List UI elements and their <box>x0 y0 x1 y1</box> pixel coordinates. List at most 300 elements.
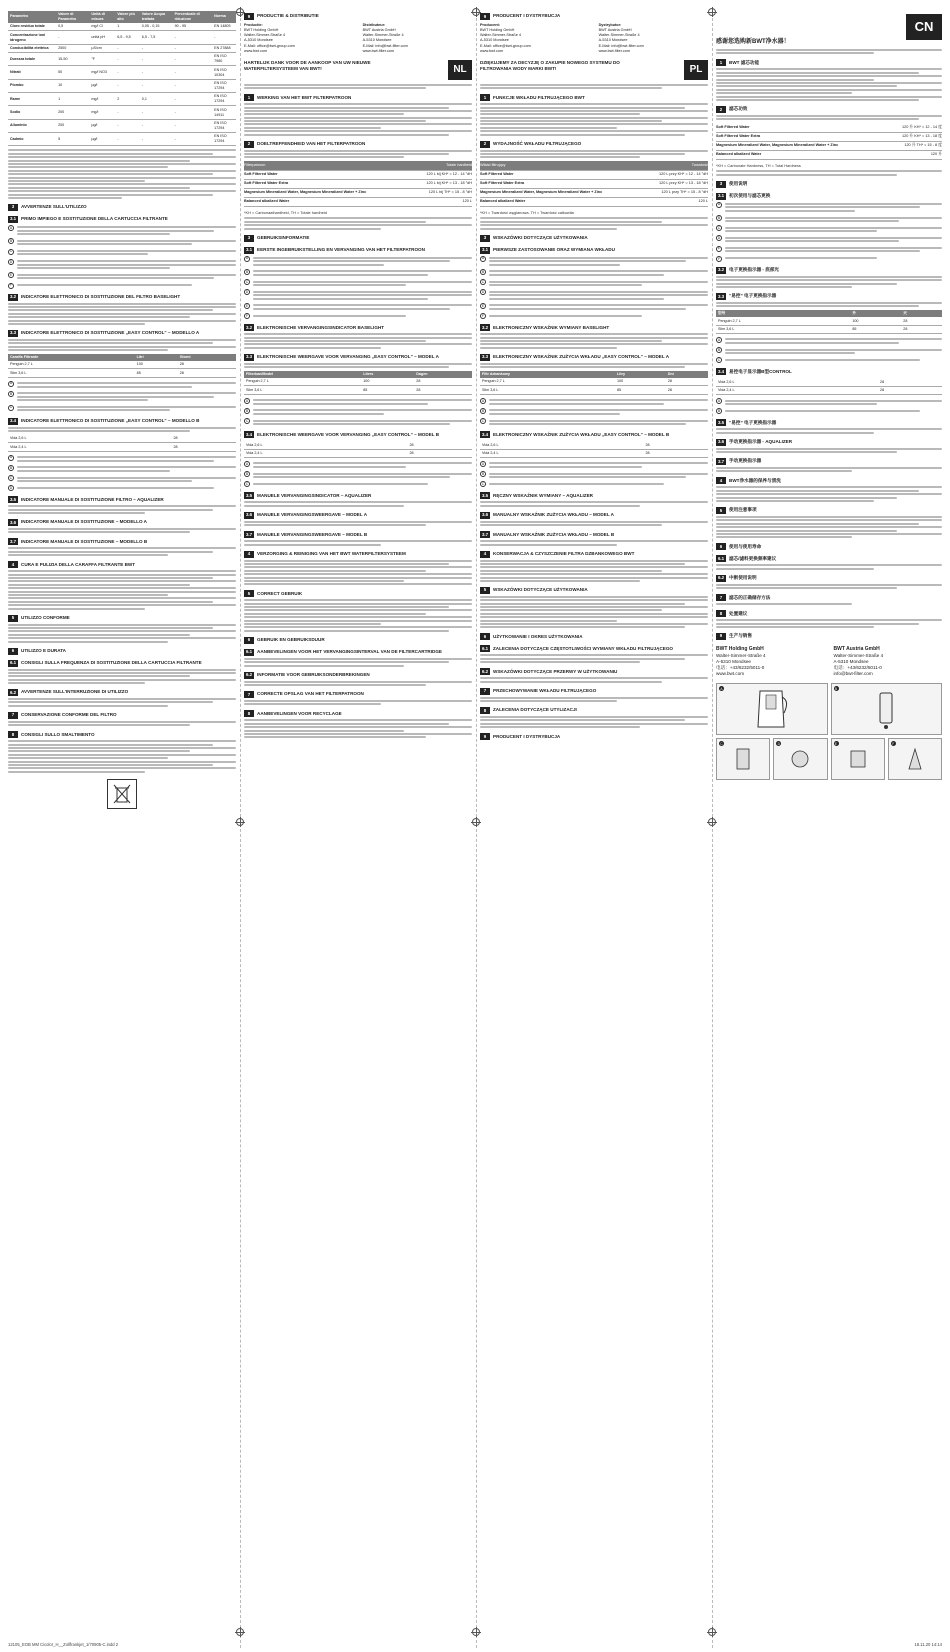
section-title: ZALECENIA DOTYCZĄCE UTYLIZACJI <box>493 707 577 713</box>
step-item <box>8 405 236 413</box>
step-number: C <box>717 225 721 230</box>
address-label: Producent: <box>480 23 501 27</box>
text-block <box>244 658 472 667</box>
address-line: www.bwt-filter.com <box>362 48 394 53</box>
section-number: 3.3 <box>717 293 725 299</box>
text-block <box>8 547 236 556</box>
section-heading <box>716 267 942 274</box>
table-row <box>716 133 942 142</box>
step-number: B <box>717 409 721 413</box>
section-number: 2 <box>716 106 726 113</box>
section-title: MANUELE VERVANGINGSINDICATOR – AQUALIZER <box>257 492 372 498</box>
text-block <box>716 584 942 589</box>
table-row <box>716 123 942 132</box>
section-number: 4 <box>480 551 490 558</box>
footer-timestamp: 18.11.20 14:14 <box>914 1642 942 1648</box>
text-block <box>480 716 708 728</box>
table-cell: Soft Filtered Water Extra <box>244 181 289 186</box>
text-block <box>480 596 708 629</box>
step-number: A <box>245 398 249 403</box>
table-cell: Vida 2,4 L <box>244 449 407 457</box>
section-title: BWT 滤芯功能 <box>729 59 760 65</box>
step-number: B <box>9 391 13 396</box>
table-cell: 120 L przy KH* = 13 - 18 °dH <box>659 181 708 186</box>
parameter-table-header <box>8 11 236 23</box>
section-heading <box>8 731 236 738</box>
parameter-table <box>8 11 236 146</box>
table-cell: µg/l <box>89 119 115 132</box>
text-block <box>244 217 472 229</box>
section-title: FUNKCJE WKŁADU FILTRUJĄCEGO BWT <box>493 94 585 100</box>
table-cell: - <box>140 44 173 52</box>
step-number: A <box>9 381 13 386</box>
table-cell: Cloro residuo totale <box>8 23 56 31</box>
table-cell: unità pH <box>89 31 115 44</box>
section-number: 3.1 <box>481 247 489 253</box>
section-title: INDICATORE MANUALE DI SOSTITUZIONE FILTRO – AQUALIZER <box>21 496 164 502</box>
section-heading <box>244 324 472 331</box>
table-cell: Balanced alkalized Water <box>716 152 762 157</box>
capacity-table <box>480 371 708 395</box>
section-number: 3.3 <box>481 354 489 360</box>
step-number: C <box>481 418 485 423</box>
section-heading <box>716 610 942 617</box>
table-cell: 15-50 <box>56 53 89 66</box>
section-number: 6 <box>244 637 254 644</box>
text-block <box>8 303 236 325</box>
section-title: INDICATORE ELETTRONICO DI SOSTITUZIONE „EASY CONTROL“ – MODELLO B <box>21 418 200 424</box>
table-cell: Cadmio <box>8 133 56 146</box>
text-block <box>244 150 472 159</box>
table-header-cell: Totale hardheid <box>446 162 472 167</box>
text-block <box>8 698 236 707</box>
section-number: 3.7 <box>245 531 253 537</box>
section-title: INDICATORE ELETTRONICO DI SOSTITUZIONE „EASY CONTROL“ – MODELLO A <box>21 330 200 336</box>
address-line: www.bwt.com <box>244 48 268 53</box>
table-cell: mg/l <box>89 106 115 119</box>
section-heading <box>8 538 236 545</box>
section-heading <box>480 141 708 148</box>
section-heading <box>480 633 708 640</box>
column-polish <box>480 8 708 1628</box>
table-header-cell: Valore di Parametro <box>56 11 89 23</box>
table-cell: - <box>140 79 173 92</box>
section-heading <box>8 561 236 568</box>
text-block <box>480 501 708 506</box>
table-note: *KH = Carbonaathardheid, TH = Totale hardheid <box>244 210 327 216</box>
step-number: D <box>9 486 13 490</box>
section-title: BWT净水器的保养与清洗 <box>729 477 781 483</box>
address-line: Walter-Simmer-Straße 4 <box>716 652 766 658</box>
text-block <box>244 560 472 586</box>
step-number: B <box>9 239 13 244</box>
table-cell: EN ISO 14911 <box>212 106 236 119</box>
table-header-cell: Unità di misura <box>89 11 115 23</box>
text-block <box>244 103 472 136</box>
text-block <box>716 115 942 120</box>
section-number: 4 <box>244 551 254 558</box>
step-number: F <box>717 256 721 261</box>
section-heading <box>8 204 236 211</box>
table-cell: 0,1 <box>140 93 173 106</box>
section-heading <box>244 13 472 20</box>
table-cell: - <box>115 53 140 66</box>
section-heading <box>8 660 236 667</box>
text-block <box>480 150 708 159</box>
parameter-table-body <box>8 23 236 146</box>
table-cell: 0,05 - 0,15 <box>140 23 173 31</box>
table-cell: Nitrati <box>8 66 56 79</box>
step-list <box>244 398 472 427</box>
illustration-cartridge-icon: B <box>831 683 943 735</box>
section-number: 5 <box>480 587 490 594</box>
table-cell: Soft Filtered Water <box>244 172 278 177</box>
section-heading <box>244 247 472 254</box>
table-cell: 2 <box>115 93 140 106</box>
section-number: 9 <box>244 13 254 20</box>
step-item <box>8 455 236 463</box>
table-row <box>716 151 942 160</box>
table-header-cell: 升 <box>850 310 901 317</box>
text-block <box>8 721 236 726</box>
section-heading <box>244 551 472 558</box>
section-number: 7 <box>244 691 254 698</box>
text-block <box>480 540 708 545</box>
step-item <box>8 238 236 246</box>
section-title: GEBRUIK EN GEBRUIKSDUUR <box>257 637 325 643</box>
section-title: INDICATORE MANUALE DI SOSTITUZIONE – MODELLO B <box>21 538 148 544</box>
step-item <box>716 256 942 262</box>
section-heading <box>8 216 236 223</box>
table-row <box>244 189 472 198</box>
table-cell: 28 <box>901 325 942 333</box>
section-title: 滤芯/滤料更换频率建议 <box>729 555 777 561</box>
step-number: B <box>245 408 249 413</box>
thanks-heading: 感谢您选购新BWT净水器！ <box>716 39 790 45</box>
address-line: A-5310 Mondsee <box>362 38 392 43</box>
section-heading <box>716 293 942 300</box>
table-cell: 28 <box>666 378 708 386</box>
address-line: BWT Austria GmbH <box>598 28 632 33</box>
section-heading <box>8 496 236 503</box>
section-title: PIERWSZE ZASTOSOWANIE ORAZ WYMIANA WKŁADU <box>493 246 615 252</box>
capacity-table-b <box>8 435 236 452</box>
section-title: ELEKTRONICZNY WSKAŹNIK ZUŻYCIA WKŁADU „EASY CONTROL“ – MODEL B <box>493 431 670 437</box>
address-block <box>716 646 942 678</box>
step-number: D <box>9 259 13 264</box>
section-heading <box>480 587 708 594</box>
table-cell: 28 <box>643 441 708 449</box>
fold-line <box>240 8 241 1648</box>
registration-mark <box>236 818 244 826</box>
language-banner <box>480 60 708 80</box>
text-block <box>480 560 708 582</box>
table-cell: - <box>115 79 140 92</box>
section-heading <box>716 543 942 550</box>
table-cell: Vida 2,6 L <box>8 435 171 443</box>
text-block <box>716 68 942 101</box>
section-heading <box>716 439 942 446</box>
step-number: A <box>717 202 721 207</box>
section-heading <box>244 512 472 519</box>
table-cell: Slim 3,6 L <box>244 386 361 394</box>
section-number: 6.1 <box>9 660 17 666</box>
table-note: *KH = Carbonate Hardness, TH = Total Hardness <box>716 162 801 168</box>
table-cell: - <box>140 106 173 119</box>
section-title: INDICATORE ELETTRONICO DI SOSTITUZIONE DEL FILTRO BASELIGHT <box>21 293 181 299</box>
table-row <box>244 449 472 457</box>
section-title: 使用与使用寿命 <box>729 543 762 549</box>
section-title: WSKAZÓWKI DOTYCZĄCE UŻYTKOWANIA <box>493 587 588 593</box>
step-item <box>8 225 236 237</box>
address-line: E-Mail: office@bwt-group.com <box>244 43 295 48</box>
section-number: 3.1 <box>245 247 253 253</box>
table-cell: 1 <box>115 23 140 31</box>
text-block <box>244 719 472 738</box>
fold-line <box>476 8 477 1648</box>
section-title: ELEKTRONISCHE WEERGAVE VOOR VERVANGING „EASY CONTROL“ – MODEL B <box>257 431 440 437</box>
text-block <box>480 84 708 89</box>
step-item <box>716 235 942 243</box>
step-item <box>244 269 472 277</box>
step-number: D <box>481 290 485 295</box>
section-heading <box>480 668 708 675</box>
section-heading <box>716 458 942 465</box>
section-number: 3.2 <box>717 267 725 273</box>
section-title: MANUELE VERVANGINGSWEERGAVE – MODEL B <box>257 531 368 537</box>
address-line: Walter-Simmer-Straße 4 <box>833 652 884 658</box>
table-cell: 28 <box>171 435 236 443</box>
step-item <box>716 225 942 233</box>
table-cell: Magnesium Mineralized Water, Magnesium Mineralized Water + Zinc <box>716 143 839 148</box>
table-cell: Soft Filtered Water Extra <box>480 181 525 186</box>
table-header-cell: Norma <box>212 11 236 23</box>
text-block <box>716 170 942 175</box>
step-item <box>8 465 236 473</box>
table-cell: Slim 3,6 L <box>8 369 135 377</box>
registration-mark <box>472 818 480 826</box>
table-row <box>480 449 708 457</box>
table-row <box>8 369 236 377</box>
table-row <box>8 79 236 92</box>
address-label: Productie: <box>244 23 263 27</box>
section-number: 3.2 <box>9 294 17 300</box>
step-item <box>244 461 472 469</box>
section-title: 使用说明 <box>729 180 748 186</box>
section-heading <box>716 507 942 514</box>
section-title: EERSTE INGEBRUIKSTELLING EN VERVANGING VAN HET FILTERPATROON <box>257 246 425 252</box>
text-block <box>716 467 942 472</box>
table-cell: - <box>173 119 213 132</box>
section-number: 6.2 <box>481 668 489 674</box>
section-heading <box>480 512 708 519</box>
capacity-table-header <box>480 371 708 378</box>
table-cell: - <box>173 79 213 92</box>
table-cell: - <box>56 31 89 44</box>
address-line: 电话：+43/6232/5011-0 <box>716 665 765 671</box>
capacity-table-b <box>480 441 708 458</box>
table-header-cell: Giorni <box>178 354 236 361</box>
column-italian <box>8 8 236 1628</box>
text-block <box>480 677 708 682</box>
step-list <box>480 256 708 320</box>
table-row <box>8 119 236 132</box>
section-heading <box>716 419 942 426</box>
step-item <box>716 337 942 345</box>
table-cell: - <box>140 53 173 66</box>
step-number: C <box>9 475 13 480</box>
text-block <box>8 624 236 643</box>
table-cell: µg/l <box>89 79 115 92</box>
table-row <box>480 171 708 180</box>
step-item <box>716 408 942 414</box>
section-number: 3.4 <box>717 368 725 374</box>
table-header-cell: Liters <box>361 371 414 378</box>
table-cell: 6,5 - 7,5 <box>140 31 173 44</box>
table-cell: Soft Filtered Water <box>716 124 750 129</box>
table-cell: EN ISO 7980 <box>212 53 236 66</box>
table-cell: - <box>140 119 173 132</box>
section-heading <box>480 94 708 101</box>
text-block <box>244 521 472 526</box>
step-item <box>480 408 708 416</box>
section-heading <box>8 615 236 622</box>
text-block <box>8 740 236 773</box>
section-title: PRODUCENT I DYSTRYBUCJA <box>493 733 561 739</box>
address-label: Distributeur: <box>362 23 386 27</box>
section-title: “易控” 电子更换指示器 <box>729 419 777 425</box>
capacity-table-header <box>8 354 236 361</box>
step-number: B <box>481 269 485 274</box>
table-cell: 100 <box>135 361 178 369</box>
section-number: 3.3 <box>9 330 17 336</box>
section-heading <box>716 193 942 200</box>
step-item <box>244 279 472 287</box>
table-cell: Soft Filtered Water <box>480 172 514 177</box>
table-row <box>8 31 236 44</box>
step-list <box>716 202 942 262</box>
table-cell: mg/l Cl <box>89 23 115 31</box>
table-cell: - <box>173 133 213 146</box>
section-title: WYDAJNOŚĆ WKŁADU FILTRUJĄCEGO <box>493 141 582 147</box>
step-item <box>480 461 708 469</box>
table-cell: Vida 2,4 L <box>716 386 878 394</box>
section-title: 处置建议 <box>729 610 748 616</box>
step-item <box>8 283 236 289</box>
table-row <box>480 189 708 198</box>
section-number: 3.7 <box>481 531 489 537</box>
table-header-cell: Valore Acqua trattata <box>140 11 173 23</box>
table-row <box>480 386 708 394</box>
address-line: www.bwt.com <box>716 671 745 677</box>
section-title: PRODUCTIE & DISTRIBUTIE <box>257 13 319 19</box>
table-cell: EN ISO 17294 <box>212 119 236 132</box>
section-number: 3.4 <box>9 418 17 424</box>
thanks-heading: DZIĘKUJEMY ZA DECYZJĘ O ZAKUPIE NOWEGO SYSTEMU DO FILTROWANIA WODY MARKI BWT! <box>480 59 620 71</box>
step-item <box>244 313 472 319</box>
table-row <box>244 198 472 207</box>
section-title: 手动更换指示器 <box>729 458 762 464</box>
table-cell: 2500 <box>56 44 89 52</box>
illustration-step-icon: E <box>831 738 885 780</box>
producer-address <box>716 646 824 678</box>
table-cell: Magnesium Mineralized Water, Magnesium Mineralized Water + Zinc <box>244 190 367 195</box>
section-number: 2 <box>244 141 254 148</box>
table-row <box>244 378 472 386</box>
print-footer <box>8 1642 942 1648</box>
table-cell: 85 <box>135 369 178 377</box>
table-cell: Concentrazione ioni idrogeno <box>8 31 56 44</box>
section-title: PRODUCENT I DYSTRYBUCJA <box>493 13 561 19</box>
text-block <box>480 521 708 526</box>
table-cell: EN ISO 17294 <box>212 93 236 106</box>
table-cell: EN 14805 <box>212 23 236 31</box>
table-row <box>8 66 236 79</box>
text-block <box>8 669 236 685</box>
section-heading <box>244 590 472 597</box>
table-cell: 10 <box>56 79 89 92</box>
step-item <box>480 269 708 277</box>
section-heading <box>8 330 236 337</box>
section-title: CONSIGLI SULLO SMALTIMENTO <box>21 731 95 737</box>
text-block <box>244 84 472 89</box>
address-line: E-Mail: info@bwt-filter.com <box>362 43 408 48</box>
table-cell: mg/l NO3 <box>89 66 115 79</box>
step-number: C <box>481 482 485 487</box>
table-cell: Vida 2,6 L <box>716 378 878 386</box>
section-title: WSKAZÓWKI DOTYCZĄCE PRZERWY W UŻYTKOWANIU <box>493 668 618 674</box>
step-item <box>716 347 942 355</box>
section-number: 6 <box>480 633 490 640</box>
section-title: PRZECHOWYWANIE WKŁADU FILTRUJĄCEGO <box>493 687 597 693</box>
table-row <box>8 106 236 119</box>
capacity-table-b <box>716 378 942 395</box>
section-number: 3 <box>480 235 490 242</box>
step-number: B <box>245 269 249 274</box>
step-item <box>244 289 472 301</box>
table-row <box>716 378 942 386</box>
language-code: NL <box>448 60 472 80</box>
step-number: D <box>717 236 721 241</box>
section-number: 6.1 <box>717 555 725 561</box>
table-header-cell: Litri <box>135 354 178 361</box>
table-cell: Piombo <box>8 79 56 92</box>
table-row <box>8 23 236 31</box>
table-cell: - <box>140 66 173 79</box>
table-cell: 28 <box>407 441 472 449</box>
table-cell: 200 <box>56 106 89 119</box>
section-number: 8 <box>244 710 254 717</box>
text-block <box>480 217 708 229</box>
section-heading <box>480 531 708 538</box>
section-title: UTILIZZO CONFORME <box>21 614 70 620</box>
table-cell: 200 <box>56 119 89 132</box>
section-number: 3.7 <box>9 539 17 544</box>
section-title: 使用注意事项 <box>729 507 757 513</box>
table-header-cell: Filtr dzbankowy <box>480 371 615 378</box>
illustration-grid <box>716 683 942 780</box>
step-number: C <box>245 279 249 284</box>
section-number: 5 <box>8 615 18 622</box>
section-number: 1 <box>244 94 254 101</box>
table-cell: Slim 3,6 L <box>716 325 850 333</box>
section-heading <box>716 633 942 640</box>
section-title: UŻYTKOWANIE I OKRES UŻYTKOWANIA <box>493 633 583 639</box>
table-row <box>244 180 472 189</box>
section-heading <box>8 689 236 696</box>
step-item <box>244 408 472 416</box>
table-cell: - <box>115 44 140 52</box>
